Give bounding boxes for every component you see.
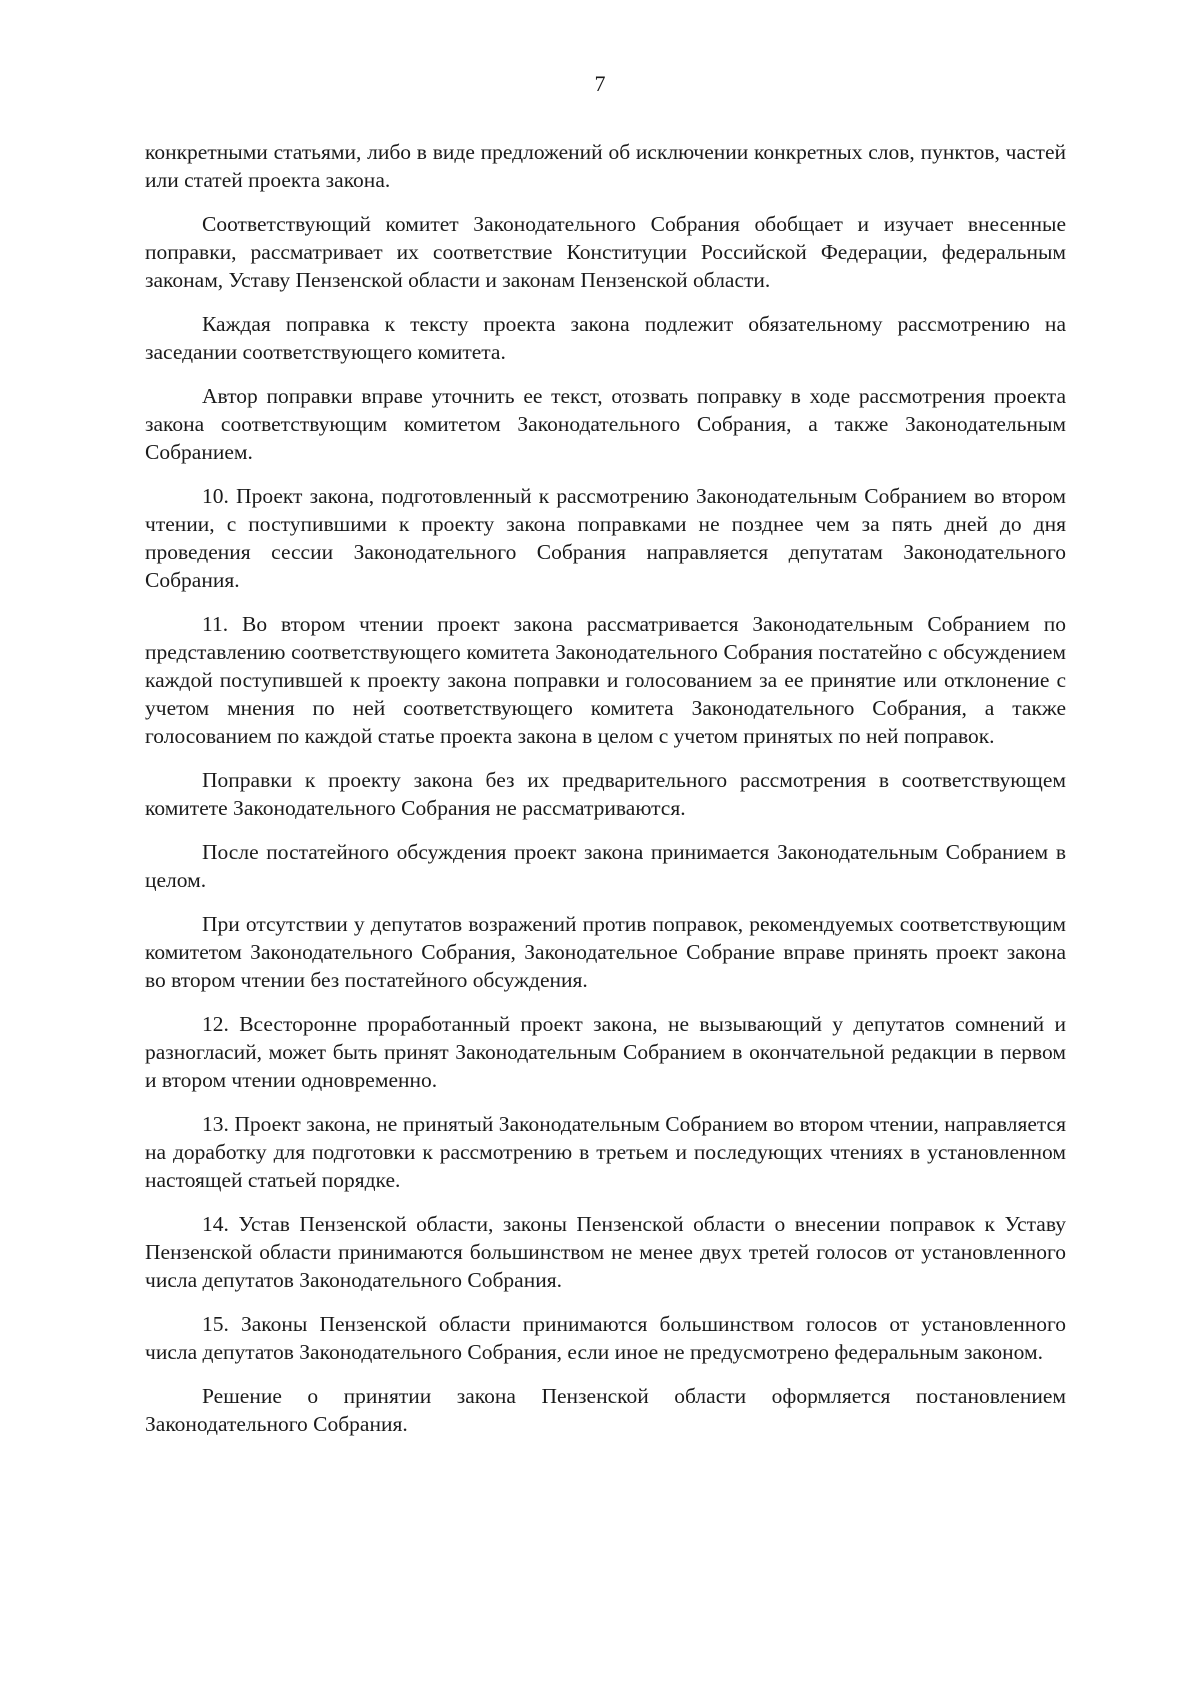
paragraph: 12. Всесторонне проработанный проект закона, не вызывающий у депутатов сомнений и разногласий, может быть принят Законодательным Собранием в окончательной редакции в первом и втором чтении одновременно.	[145, 1012, 1066, 1092]
paragraph: Каждая поправка к тексту проекта закона подлежит обязательному рассмотрению на заседании соответствующего комитета.	[145, 312, 1066, 364]
paragraph: Решение о принятии закона Пензенской области оформляется постановлением Законодательного Собрания.	[145, 1384, 1066, 1436]
paragraph: Поправки к проекту закона без их предварительного рассмотрения в соответствующем комитете Законодательного Собрания не рассматриваются.	[145, 768, 1066, 820]
paragraph: 10. Проект закона, подготовленный к рассмотрению Законодательным Собранием во втором чтении, с поступившими к проекту закона поправками не позднее чем за пять дней до дня проведения сессии Законодательного Собрания направляется депутатам Законодательного Собрания.	[145, 484, 1066, 592]
paragraph: 13. Проект закона, не принятый Законодательным Собранием во втором чтении, направляется на доработку для подготовки к рассмотрению в третьем и последующих чтениях в установленном настоящей статьей порядке.	[145, 1112, 1066, 1192]
page-number: 7	[594, 71, 606, 96]
paragraph: конкретными статьями, либо в виде предложений об исключении конкретных слов, пунктов, частей или статей проекта закона.	[145, 140, 1066, 192]
paragraph: 15. Законы Пензенской области принимаются большинством голосов от установленного числа депутатов Законодательного Собрания, если иное не предусмотрено федеральным законом.	[145, 1312, 1066, 1364]
paragraph: 14. Устав Пензенской области, законы Пензенской области о внесении поправок к Уставу Пензенской области принимаются большинством не менее двух третей голосов от установленного числа депутатов Законодательного Собрания.	[145, 1212, 1066, 1292]
document-body	[145, 138, 1066, 1454]
paragraph: После постатейного обсуждения проект закона принимается Законодательным Собранием в целом.	[145, 840, 1066, 892]
paragraph: При отсутствии у депутатов возражений против поправок, рекомендуемых соответствующим комитетом Законодательного Собрания, Законодательное Собрание вправе принять проект закона во втором чтении без постатейного обсуждения.	[145, 912, 1066, 992]
paragraph: Автор поправки вправе уточнить ее текст, отозвать поправку в ходе рассмотрения проекта закона соответствующим комитетом Законодательного Собрания, а также Законодательным Собранием.	[145, 384, 1066, 464]
paragraph: 11. Во втором чтении проект закона рассматривается Законодательным Собранием по представлению соответствующего комитета Законодательного Собрания постатейно с обсуждением каждой поступившей к проекту закона поправки и голосованием за ее принятие или отклонение с учетом мнения по ней соответствующего комитета Законодательного Собрания, а также голосованием по каждой статье проекта закона в целом с учетом принятых по ней поправок.	[145, 612, 1066, 748]
paragraph: Соответствующий комитет Законодательного Собрания обобщает и изучает внесенные поправки, рассматривает их соответствие Конституции Российской Федерации, федеральным законам, Уставу Пензенской области и законам Пензенской области.	[145, 212, 1066, 292]
